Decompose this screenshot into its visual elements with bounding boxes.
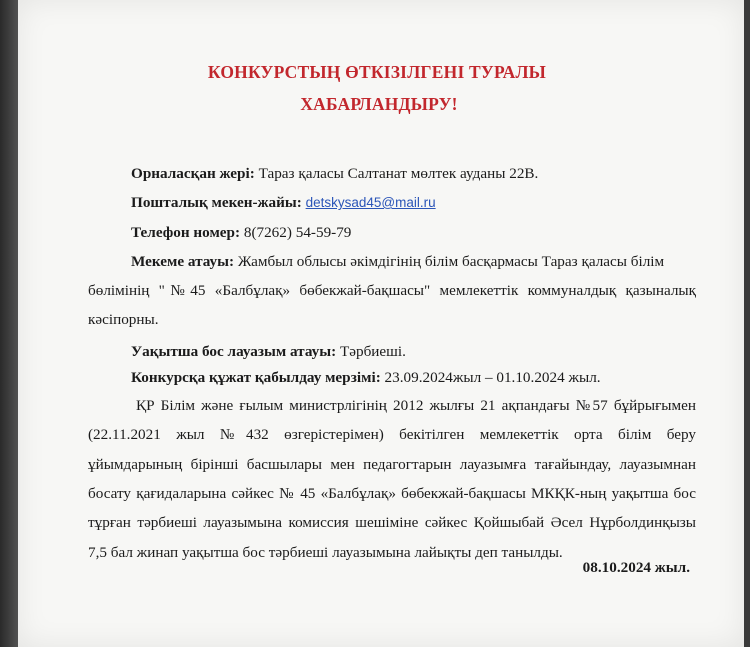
deadline-value: 23.09.2024жыл – 01.10.2024 жыл. xyxy=(384,369,601,386)
org-value-line-3: кәсіпорны. xyxy=(88,311,159,328)
document-date: 08.10.2024 жыл. xyxy=(582,559,690,576)
body-line-4: босату қағидаларына сәйкес № 45 «Балбұлақ» бөбекжай-бақшасы МКҚК-ның уақытша бос xyxy=(88,485,696,502)
deadline-label: Конкурсқа құжат қабылдау мерзімі: xyxy=(131,369,381,386)
body-line-1: ҚР Білім және ғылым министрлігінің 2012 жылғы 21 ақпандағы №57 бұйрығымен xyxy=(136,397,696,414)
address-value: Тараз қаласы Салтанат мөлтек ауданы 22В. xyxy=(258,165,539,182)
address-row xyxy=(131,165,538,183)
email-row xyxy=(131,194,436,212)
address-label: Орналасқан жері: xyxy=(131,165,255,182)
title-line-1: КОНКУРСТЫҢ ӨТКІЗІЛГЕНІ ТУРАЛЫ xyxy=(207,62,547,82)
title-line-2: ХАБАРЛАНДЫРУ! xyxy=(300,94,458,114)
org-label: Мекеме атауы: xyxy=(131,253,235,270)
deadline-row xyxy=(131,369,601,387)
vacancy-value: Тәрбиеші. xyxy=(339,343,406,360)
phone-value: 8(7262) 54-59-79 xyxy=(243,224,352,241)
email-label: Пошталық мекен-жайы: xyxy=(131,194,302,211)
announcement-sheet xyxy=(18,0,744,647)
email-link[interactable]: detskysad45@mail.ru xyxy=(305,195,436,210)
body-line-6: 7,5 бал жинап уақытша бос тәрбиеші лауазымына лайықты деп танылды. xyxy=(88,544,563,561)
org-value-line-2: бөлімінің "№45 «Балбұлақ» бөбекжай-бақшасы" мемлекеттік коммуналдық қазыналық xyxy=(88,282,696,299)
vacancy-row xyxy=(131,343,406,361)
vacancy-label: Уақытша бос лауазым атауы: xyxy=(131,343,337,360)
body-line-3: ұйымдарының бірінші басшылары мен педагогтарын лауазымға тағайындау, лауазымнан xyxy=(88,456,696,473)
body-line-5: тұрған тәрбиеші лауазымына комиссия шешіміне сәйкес Қойшыбай Әсел Нұрболдинқызы xyxy=(88,514,696,531)
phone-label: Телефон номер: xyxy=(131,224,241,241)
phone-row xyxy=(131,224,351,242)
org-row xyxy=(131,253,664,271)
body-line-2: (22.11.2021 жыл №432 өзгерістерімен) бекітілген мемлекеттік орта білім беру xyxy=(88,426,696,443)
org-value-line-1: Жамбыл облысы әкімдігінің білім басқармасы Тараз қаласы білім xyxy=(237,253,665,270)
